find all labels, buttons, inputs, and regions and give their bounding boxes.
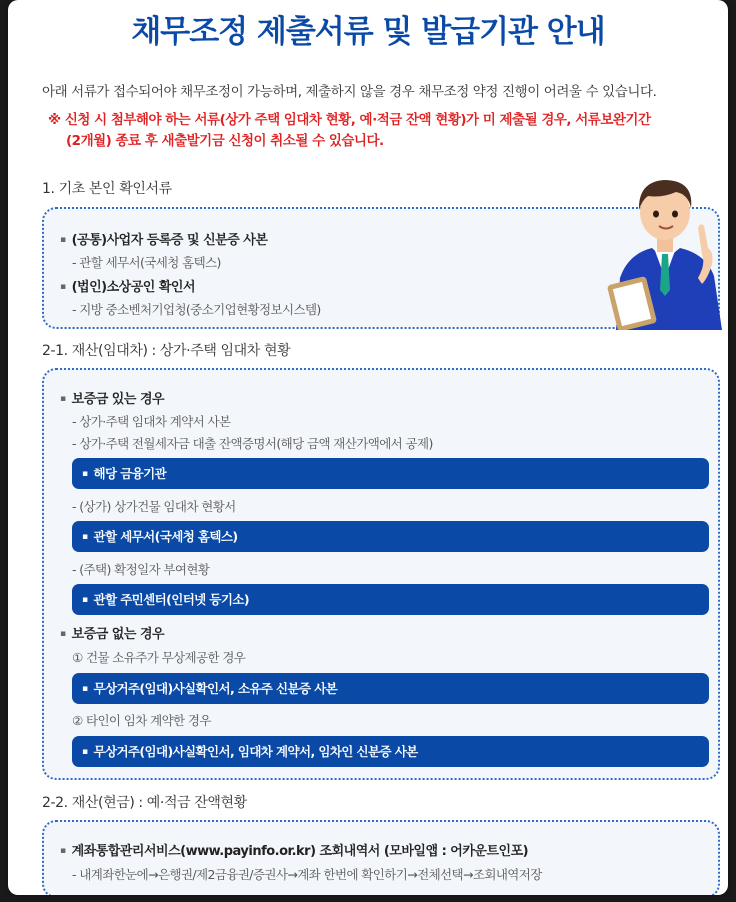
warning-line-1: ※ 신청 시 첨부해야 하는 서류(상가 주택 임대차 현황, 예·적금 잔액 현황)가 미 제출될 경우, 서류보완기간 xyxy=(48,112,651,128)
section-2-2-box xyxy=(42,820,720,895)
list-item-sub: - 관할 세무서(국세청 홈텍스) xyxy=(72,255,221,270)
section-1-heading: 1. 기초 본인 확인서류 xyxy=(42,181,172,197)
list-item-sub: - 상가·주택 임대차 계약서 사본 xyxy=(72,414,231,429)
section-2-2-heading: 2-2. 재산(현금) : 예·적금 잔액현황 xyxy=(42,795,247,811)
document-page xyxy=(8,0,728,895)
section-2-1-box xyxy=(42,368,720,780)
issuer-bar: ▪ 무상거주(임대)사실확인서, 소유주 신분증 사본 xyxy=(72,673,709,704)
page-title: 채무조정 제출서류 및 발급기관 안내 xyxy=(131,14,605,50)
businessman-illustration xyxy=(602,168,728,330)
intro-text: 아래 서류가 접수되어야 채무조정이 가능하며, 제출하지 않을 경우 채무조정 약정 진행이 어려울 수 있습니다. xyxy=(42,84,657,100)
list-item-sub: - 지방 중소벤처기업청(중소기업현황정보시스템) xyxy=(72,302,321,317)
list-item: ▪ 보증금 없는 경우 xyxy=(60,623,164,642)
issuer-bar: ▪ 무상거주(임대)사실확인서, 임대차 계약서, 임차인 신분증 사본 xyxy=(72,736,709,767)
issuer-bar: ▪ 관할 주민센터(인터넷 등기소) xyxy=(72,584,709,615)
list-item-sub: - 내계좌한눈에→은행권/제2금융권/증권사→계좌 한번에 확인하기→전체선택→조회내역저장 xyxy=(72,867,542,882)
warning-notice xyxy=(48,110,708,152)
section-2-1-heading: 2-1. 재산(임대차) : 상가·주택 임대차 현황 xyxy=(42,343,291,359)
list-item: ▪ (공통)사업자 등록증 및 신분증 사본 xyxy=(60,229,267,248)
warning-line-2: (2개월) 종료 후 새출발기금 신청이 취소될 수 있습니다. xyxy=(66,133,384,149)
issuer-bar: ▪ 해당 금융기관 xyxy=(72,458,709,489)
list-item-sub: - (주택) 확정일자 부여현황 xyxy=(72,562,210,577)
list-item: ▪ (법인)소상공인 확인서 xyxy=(60,276,195,295)
list-item: ▪ 계좌통합관리서비스(www.payinfo.or.kr) 조회내역서 (모바일앱 : 어카운트인포) xyxy=(60,840,528,859)
list-item: ▪ 보증금 있는 경우 xyxy=(60,388,164,407)
list-item-sub: - 상가·주택 전월세자금 대출 잔액증명서(해당 금액 재산가액에서 공제) xyxy=(72,436,433,451)
case-label: ① 건물 소유주가 무상제공한 경우 xyxy=(72,650,246,665)
list-item-sub: - (상가) 상가건물 임대차 현황서 xyxy=(72,499,236,514)
case-label: ② 타인이 임차 계약한 경우 xyxy=(72,713,211,728)
issuer-bar: ▪ 관할 세무서(국세청 홈텍스) xyxy=(72,521,709,552)
